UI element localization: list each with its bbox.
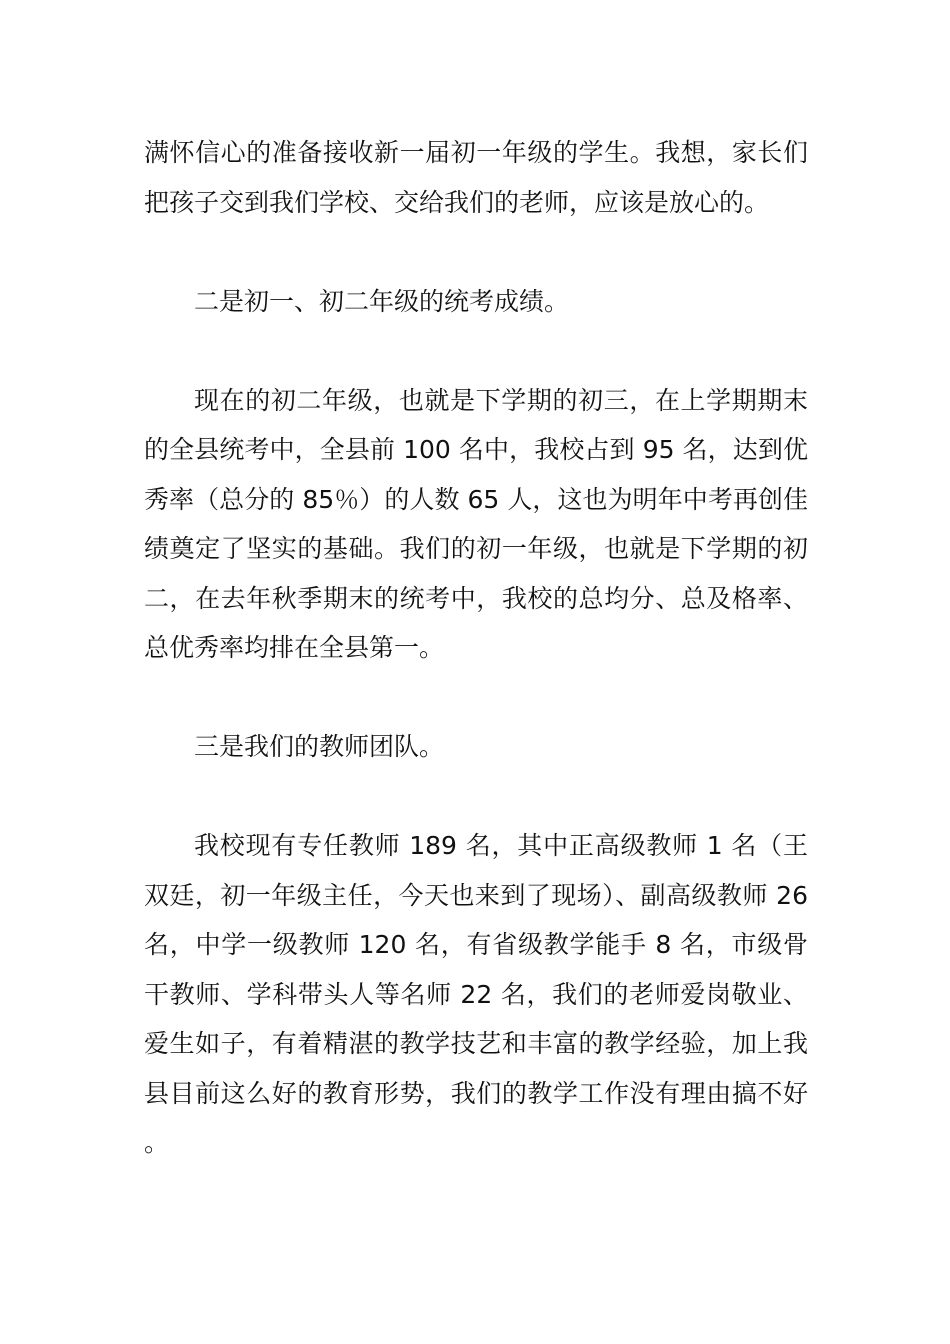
paragraph-point-3-heading: 三是我们的教师团队。: [194, 732, 445, 761]
paragraph-point-2-heading: 二是初一、初二年级的统考成绩。: [194, 286, 570, 316]
paragraph-point-3-body: 我校现有专任教师 189 名，其中正高级教师 1 名（王双廷，初一年级主任，今天也来到了现场）、副高级教师 26 名，中学一级教师 120 名，有省级教学能手 8 名，市级骨干教师、学科带头人等名师 22 名，我们的老师爱岗敬业、爱生如子，有着精湛的教学技艺和丰富的教学经验，加上我县目前这么好的教育形势，我们的教学工作没有理由搞不好。: [144, 831, 808, 1157]
document-body: [144, 128, 808, 1168]
paragraph-point-2-body: 现在的初二年级，也就是下学期的初三，在上学期期末的全县统考中，全县前 100 名中，我校占到 95 名，达到优秀率（总分的 85％）的人数 65 人，这也为明年中考再创佳绩奠定了坚实的基础。我们的初一年级，也就是下学期的初二，在去年秋季期末的统考中，我校的总均分、总及格率、总优秀率均排在全县第一。: [144, 385, 808, 662]
paragraph-continuation: 满怀信心的准备接收新一届初一年级的学生。我想，家长们把孩子交到我们学校、交给我们的老师，应该是放心的。: [144, 138, 808, 217]
